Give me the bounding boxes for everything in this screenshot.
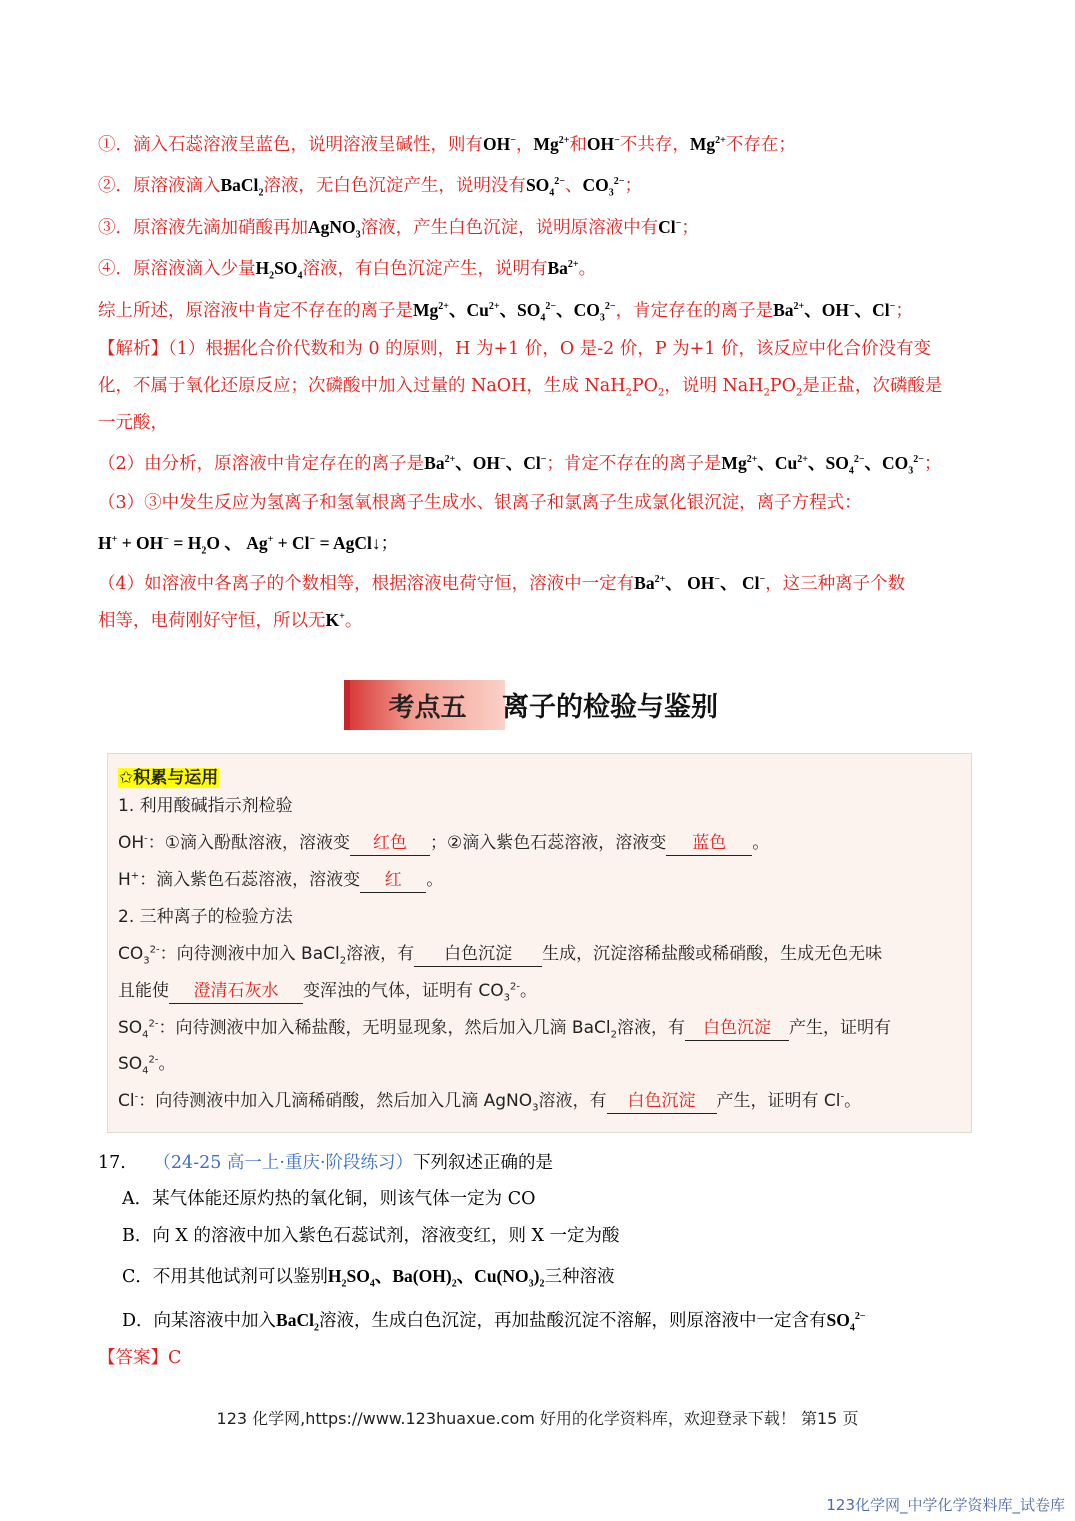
answer: 【答案】C (98, 1348, 182, 1368)
box-line-7: $SO_4^{2-}$：向待测液中加入稀盐酸，无明显现象，然后加入几滴 BaCl$_2$溶液，有 白色沉淀 产生，证明有 (118, 1018, 891, 1041)
box-line-9: Cl-：向待测液中加入几滴稀硝酸，然后加入几滴 AgNO$_3$溶液，有 白色沉淀 产生，证明有 Cl-。 (118, 1091, 862, 1114)
option-b: B．向 X 的溶液中加入紫色石蕊试剂，溶液变红，则 X 一定为酸 (122, 1226, 620, 1246)
ionic-equation: $H^+ + OH^- = H_2O$ 、 Ag+ + Cl− = AgCl↓； (98, 533, 399, 557)
question-17-header: 17. （24-25 高一上·重庆·阶段练习）下列叙述正确的是 (98, 1153, 554, 1173)
knowledge-box (107, 753, 972, 1133)
box-tag: ✩积累与运用 (119, 768, 219, 788)
analysis-part-3: （3）③中发生反应为氢离子和氢氧根离子生成水、银离子和氯离子生成氯化银沉淀，离子方程式： (98, 493, 862, 513)
page-footer: 123 化学网,https://www.123huaxue.com 好用的化学资料库，欢迎登录下载！ 第15 页 (216, 1409, 859, 1428)
analysis-line-2: 化，不属于氧化还原反应；次磷酸中加入过量的 NaOH，生成 $NaH_2PO_2$，说明 $NaH_2PO_2$是正盐，次磷酸是 (98, 376, 943, 399)
watermark: 123化学网_中学化学资料库_试卷库 (826, 1496, 1065, 1514)
box-line-4: 2. 三种离子的检验方法 (118, 907, 293, 927)
section-number-banner: 考点五 (344, 680, 505, 730)
option-a: A．某气体能还原灼热的氧化铜，则该气体一定为 CO (122, 1189, 536, 1209)
solution-line-1: ①．滴入石蕊溶液呈蓝色，说明溶液呈碱性，则有OH−，$Mg^{2+}$和OH−不共存，$Mg^{2+}$不存在； (98, 134, 796, 155)
box-line-8: $SO_4^{2-}$。 (118, 1054, 176, 1077)
solution-line-4: ④．原溶液滴入少量$H_2SO_4$溶液，有白色沉淀产生，说明有$Ba^{2+}$。 (98, 258, 597, 282)
solution-line-3: ③．原溶液先滴加硝酸再加AgNO$_3$溶液，产生白色沉淀，说明原溶液中有Cl−； (98, 217, 699, 241)
box-line-5: $CO_3^{2-}$：向待测液中加入 BaCl$_2$溶液，有 白色沉淀 生成，沉淀溶稀盐酸或稀硝酸，生成无色无味 (118, 944, 883, 967)
option-d: D．向某溶液中加入BaCl$_2$溶液，生成白色沉淀，再加盐酸沉淀不溶解，则原溶液中一定含有$SO_4^{2-}$ (122, 1310, 866, 1334)
solution-line-2: ②．原溶液滴入BaCl$_2$溶液，无白色沉淀产生，说明没有$SO_4^{2-}$、$CO_3^{2-}$； (98, 175, 642, 199)
option-c: C．不用其他试剂可以鉴别$H_2SO_4$、$Ba(OH)_2$、$Cu(NO_3)_2$三种溶液 (122, 1266, 615, 1290)
box-line-6: 且能使 澄清石灰水 变浑浊的气体，证明有 $CO_3^{2-}$。 (118, 981, 538, 1004)
section-title: 离子的检验与鉴别 (502, 692, 718, 723)
box-line-1: 1. 利用酸碱指示剂检验 (118, 796, 293, 816)
analysis-line-3: 一元酸， (98, 413, 168, 433)
solution-summary: 综上所述，原溶液中肯定不存在的离子是$Mg^{2+}$、$Cu^{2+}$、$SO_4^{2-}$、$CO_3^{2-}$，肯定存在的离子是$Ba^{2+}$、OH−、Cl−； (98, 300, 913, 324)
analysis-line-1: 【解析】（1）根据化合价代数和为 0 的原则，H 为+1 价，O 是-2 价，P 为+1 价，该反应中化合价没有变 (98, 339, 932, 359)
analysis-part-2: （2）由分析，原溶液中肯定存在的离子是$Ba^{2+}$、OH−、Cl−；肯定不存在的离子是$Mg^{2+}$、$Cu^{2+}$、$SO_4^{2-}$、$CO_3^{2-}$； (98, 453, 942, 477)
analysis-part-4-cont: 相等，电荷刚好守恒，所以无K+。 (98, 610, 363, 631)
box-line-3: H+：滴入紫色石蕊溶液，溶液变 红 。 (118, 868, 443, 893)
box-line-2: OH-：①滴入酚酞溶液，溶液变 红色 ；②滴入紫色石蕊溶液，溶液变 蓝色 。 (118, 831, 769, 856)
analysis-part-4: （4）如溶液中各离子的个数相等，根据溶液电荷守恒，溶液中一定有$Ba^{2+}$、 OH−、 Cl−，这三种离子个数 (98, 573, 906, 594)
